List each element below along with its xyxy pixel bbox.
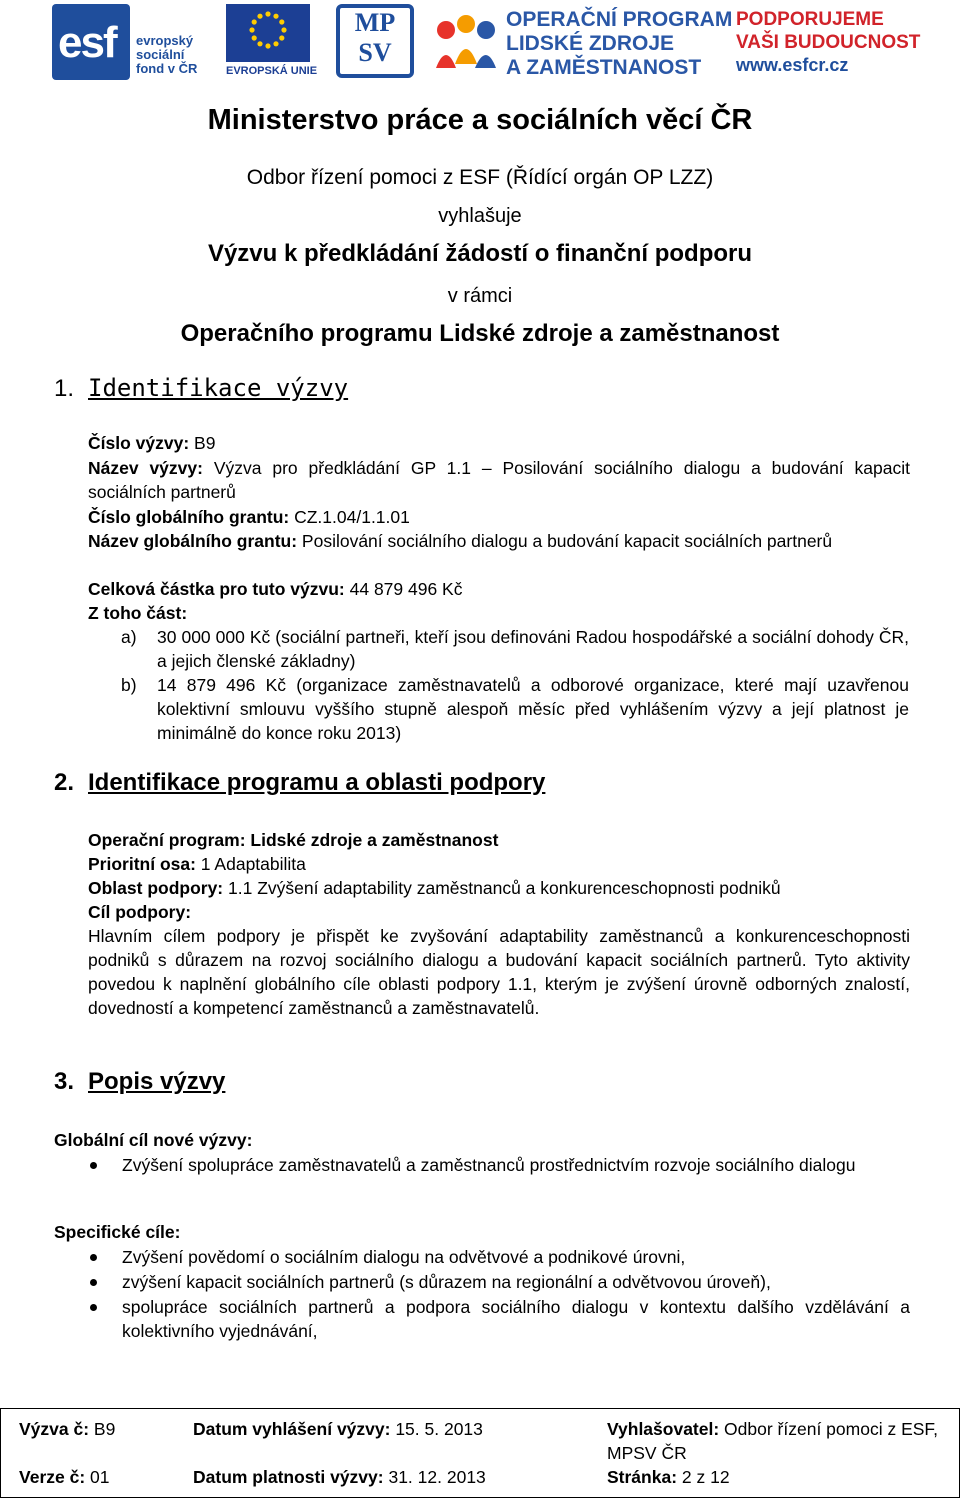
mpsv-logo-line: MP [354,8,396,37]
call-number-label: Číslo výzvy: [88,433,190,453]
footer-value: 15. 5. 2013 [390,1419,483,1439]
esf-logo-mark [52,4,130,80]
op-value: Lidské zdroje a zaměstnanost [245,830,499,850]
bullet-icon [90,1304,97,1311]
operational-programme [88,828,910,852]
total-amount-value: 44 879 496 Kč [344,579,463,599]
call-name [88,456,910,504]
eu-logo [226,4,318,82]
footer-value: B9 [89,1419,116,1439]
bullet-icon [90,1279,97,1286]
grant-number [88,505,910,529]
support-area [88,876,910,900]
programme-title: Operačního programu Lidské zdroje a zaměstnanost [180,320,780,347]
esf-logo-caption [136,34,197,76]
announces-line: vyhlašuje [438,205,522,227]
list-item [54,1270,910,1294]
axis-value: 1 Adaptabilita [195,854,306,874]
eu-caption: EVROPSKÁ UNIE [226,65,318,77]
axis-label: Prioritní osa: [88,854,196,874]
call-title: Výzvu k předkládání žádostí o finanční podporu [207,240,753,267]
podporujeme-logo [736,8,920,77]
footer-value: Odbor řízení pomoci z ESF, MPSV ČR [607,1419,939,1463]
ministry-title: Ministerstvo práce a sociálních věcí ČR [207,104,753,136]
call-name-value: Výzva pro předkládání GP 1.1 – Posilování sociálního dialogu a budování kapacit sociálních partnerů [88,458,910,502]
mpsv-logo-line: SV [358,38,392,67]
specific-goals-label: Specifické cíle: [54,1222,181,1242]
bullet-icon [90,1254,97,1261]
section-3-heading [54,1068,225,1096]
within-line: v rámci [447,285,513,307]
list-item-text: Zvýšení povědomí o sociálním dialogu na odvětvové a podnikové úrovni, [122,1247,686,1267]
list-item-text: spolupráce sociálních partnerů a podpora sociálního dialogu v kontextu dalšího vzdělávání a kolektivního vyjednávání, [122,1297,910,1341]
footer-label: Datum platnosti výzvy: [193,1467,384,1487]
podporujeme-line: VAŠI BUDOUCNOST [736,32,921,53]
section-title: Popis výzvy [88,1068,226,1095]
footer-label: Stránka: [607,1467,678,1487]
eu-flag-icon [226,4,310,62]
footer-table [0,1408,960,1498]
part-label: Z toho část: [88,603,188,623]
footer-page-number [607,1465,730,1489]
footer-value: 2 z 12 [677,1467,730,1487]
section-number: 1. [54,375,75,402]
list-item-text: Zvýšení spolupráce zaměstnavatelů a zaměstnanců prostřednictvím rozvoje sociálního dialogu [122,1155,856,1175]
footer-announcer [607,1417,947,1465]
oplzz-line: A ZAMĚSTNANOST [506,56,702,79]
call-number-value: B9 [189,433,216,453]
footer-label: Výzva č: [19,1419,90,1439]
website-link[interactable]: www.esfcr.cz [736,55,849,75]
oplzz-line: LIDSKÉ ZDROJE [506,32,675,55]
goal-text: Hlavním cílem podpory je přispět ke zvyšování adaptability zaměstnanců a konkurenceschopnosti podniků s důrazem na rozvoj sociálního dialogu a budování kapacit sociálních partnerů. Tyto aktivity povedou k naplnění globálního cíle oblasti podpory 1.1, kterým je zvýšení úrovně odborných znalostí, dovedností a kompetencí zaměstnanců a zaměstnavatelů. [88,926,910,1018]
oplzz-line: OPERAČNÍ PROGRAM [506,8,733,31]
footer-validity-date [193,1465,486,1489]
list-item-text: 14 879 496 Kč (organizace zaměstnavatelů a odborové organizace, které mají uzavřenou kolektivní smlouvu vyššího stupně alespoň měsíc před vyhlášením výzvy a její platnost je minimálně do konce roku 2013) [157,675,909,743]
section-2-heading [54,769,545,797]
section-title: Identifikace výzvy [88,374,349,402]
mpsv-logo [336,4,414,78]
list-item [121,625,910,673]
esf-caption-line: sociální [136,47,185,62]
area-label: Oblast podpory: [88,878,224,898]
section-title: Identifikace programu a oblasti podpory [88,769,546,796]
goal-label: Cíl podpory: [88,902,192,922]
footer-call-number [19,1417,115,1441]
footer-value: 31. 12. 2013 [383,1467,486,1487]
oplzz-logo-icon [430,8,510,78]
global-goal-label: Globální cíl nové výzvy: [54,1130,253,1150]
esf-logo-letters: esf [58,18,116,67]
podporujeme-line: PODPORUJEME [736,9,884,30]
grant-name-value: Posilování sociálního dialogu a budování kapacit sociálních partnerů [297,531,833,551]
department-line: Odbor řízení pomoci z ESF (Řídící orgán OP LZZ) [246,166,714,189]
bullet-icon [90,1162,97,1169]
list-item-label: b) [121,675,137,695]
grant-number-label: Číslo globálního grantu: [88,507,290,527]
logo-band [0,0,960,86]
footer-value: 01 [85,1467,110,1487]
footer-announced-date [193,1417,483,1441]
esf-caption-line: evropský [136,33,194,48]
footer-label: Verze č: [19,1467,86,1487]
call-name-label: Název výzvy: [88,458,203,478]
call-number [88,431,910,455]
esf-caption-line: fond v ČR [136,61,198,76]
grant-name-label: Název globálního grantu: [88,531,298,551]
list-item-text: zvýšení kapacit sociálních partnerů (s důrazem na regionální a odvětvovou úroveň), [122,1272,771,1292]
footer-version [19,1465,109,1489]
op-label: Operační program: [88,830,246,850]
grant-name [88,529,910,553]
list-item [54,1153,910,1201]
list-item-text: 30 000 000 Kč (sociální partneři, kteří jsou definováni Radou hospodářské a sociální dohody ČR, a jejich členské základny) [157,627,909,671]
footer-label: Vyhlašovatel: [607,1419,720,1439]
list-item [54,1295,910,1343]
oplzz-logo-text [506,8,732,80]
grant-number-value: CZ.1.04/1.1.01 [289,507,410,527]
list-item [121,673,910,745]
list-item [54,1245,910,1269]
section-number: 3. [54,1068,75,1095]
section-number: 2. [54,769,75,796]
esf-logo [52,4,212,80]
total-amount-label: Celková částka pro tuto výzvu: [88,579,345,599]
area-value: 1.1 Zvýšení adaptability zaměstnanců a konkurenceschopnosti podniků [223,878,781,898]
footer-label: Datum vyhlášení výzvy: [193,1419,391,1439]
priority-axis [88,852,910,876]
total-amount [88,577,910,601]
list-item-label: a) [121,627,137,647]
section-1-heading [54,374,348,403]
